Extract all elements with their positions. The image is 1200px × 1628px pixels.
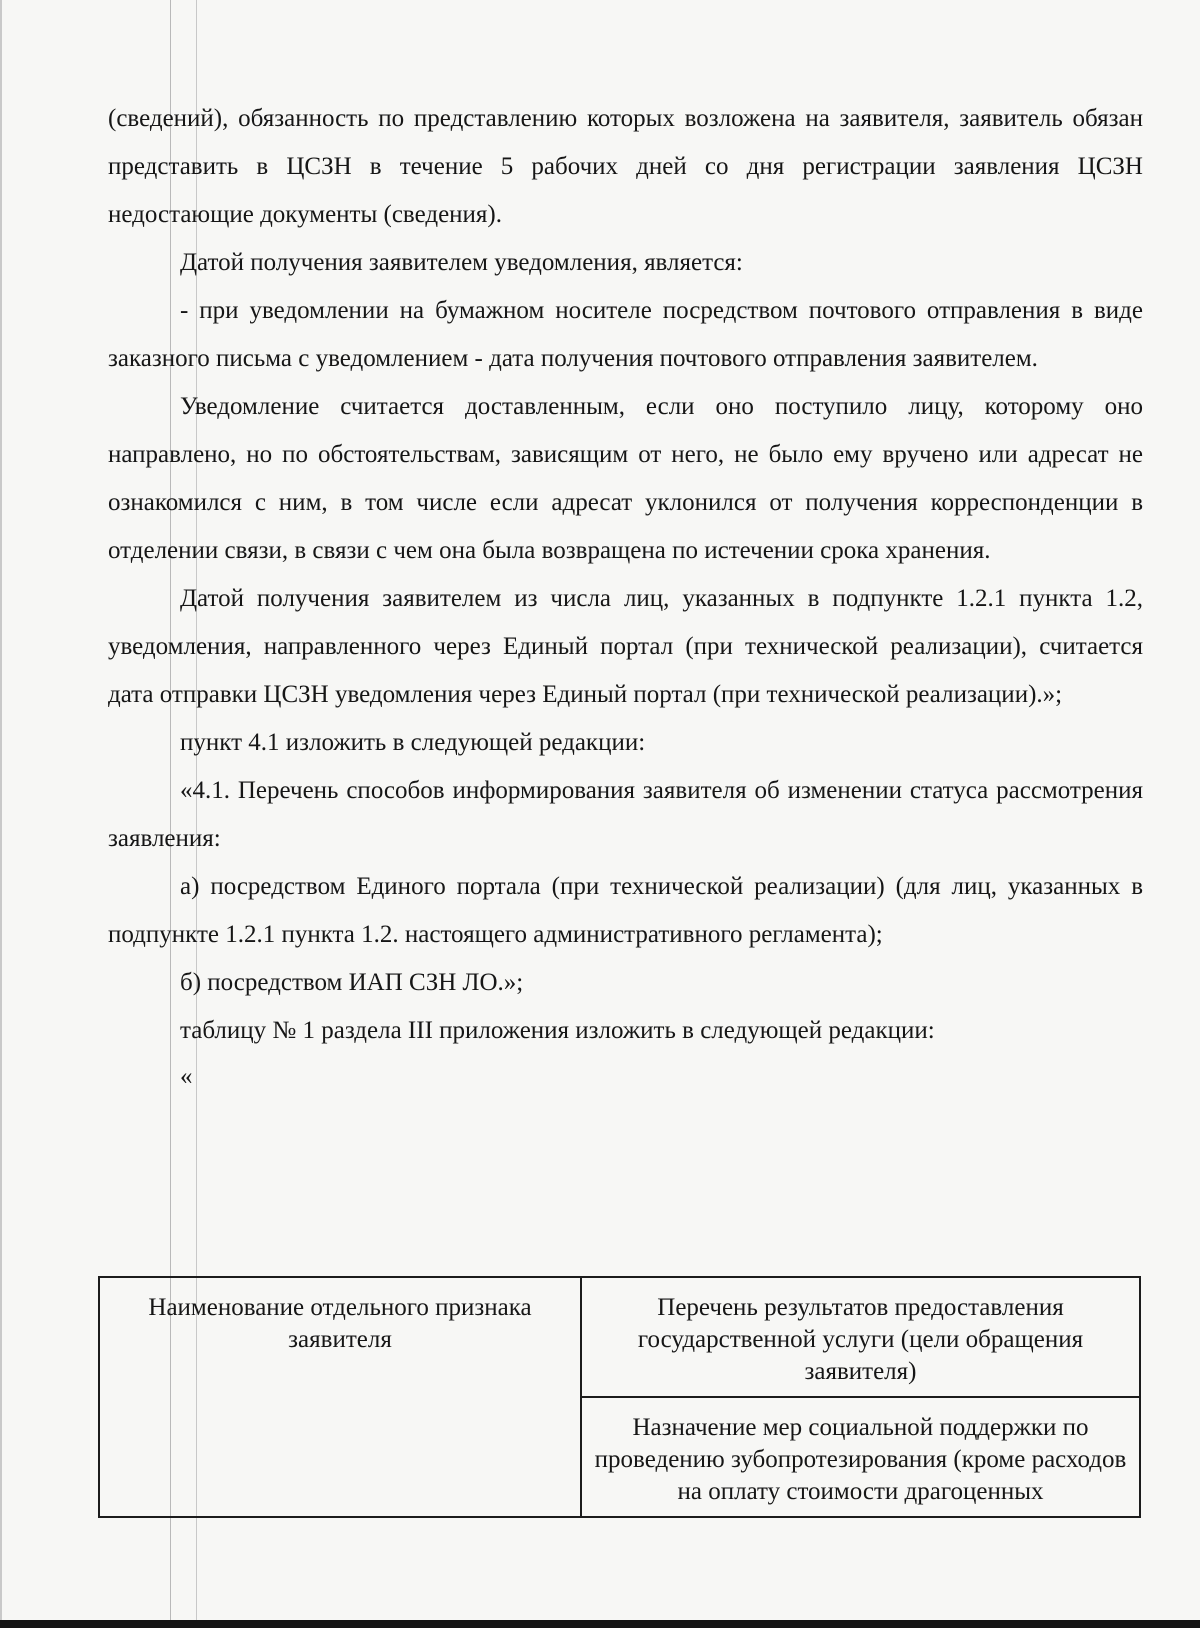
table-header-feature-name: Наименование отдельного признака заявителя	[99, 1277, 581, 1517]
paragraph-1: (сведений), обязанность по представлению которых возложена на заявителя, заявитель обязан представить в ЦСЗН в течение 5 рабочих дней со дня регистрации заявления ЦСЗН недостающие документы (сведения).	[108, 105, 1143, 228]
paragraph-9: б) посредством ИАП СЗН ЛО.»;	[180, 969, 524, 996]
paragraph-5: Датой получения заявителем из числа лиц, указанных в подпункте 1.2.1 пункта 1.2, уведомления, направленного через Единый портал (при технической реализации), считается дата отправки ЦСЗН уведомления через Единый портал (при технической реализации).»;	[108, 585, 1143, 708]
table-header-row	[99, 1277, 1140, 1397]
table-cell-result: Назначение мер социальной поддержки по проведению зубопротезирования (кроме расходов на оплату стоимости драгоценных	[581, 1397, 1140, 1517]
applicant-features-table	[98, 1276, 1141, 1518]
paragraph-3: - при уведомлении на бумажном носителе посредством почтового отправления в виде заказного письма с уведомлением - дата получения почтового отправления заявителем.	[108, 297, 1143, 372]
scan-left-edge	[0, 0, 2, 1628]
paragraph-6: пункт 4.1 изложить в следующей редакции:	[180, 729, 646, 756]
table-header-results-list: Перечень результатов предоставления государственной услуги (цели обращения заявителя)	[581, 1277, 1140, 1397]
paragraph-2: Датой получения заявителем уведомления, является:	[180, 249, 743, 276]
scan-bottom-edge	[0, 1620, 1200, 1628]
paragraph-8: а) посредством Единого портала (при технической реализации) (для лиц, указанных в подпункте 1.2.1 пункта 1.2. настоящего административного регламента);	[108, 873, 1143, 948]
paragraph-10: таблицу № 1 раздела III приложения изложить в следующей редакции:	[180, 1017, 935, 1044]
paragraph-4: Уведомление считается доставленным, если оно поступило лицу, которому оно направлено, но по обстоятельствам, зависящим от него, не было ему вручено или адресат не ознакомился с ним, в том числе если адресат уклонился от получения корреспонденции в отделении связи, в связи с чем она была возвращена по истечении срока хранения.	[108, 393, 1143, 564]
paragraph-7: «4.1. Перечень способов информирования заявителя об изменении статуса рассмотрения заявления:	[108, 777, 1143, 852]
opening-quote-mark: «	[180, 1063, 193, 1090]
document-body	[108, 95, 1143, 1095]
